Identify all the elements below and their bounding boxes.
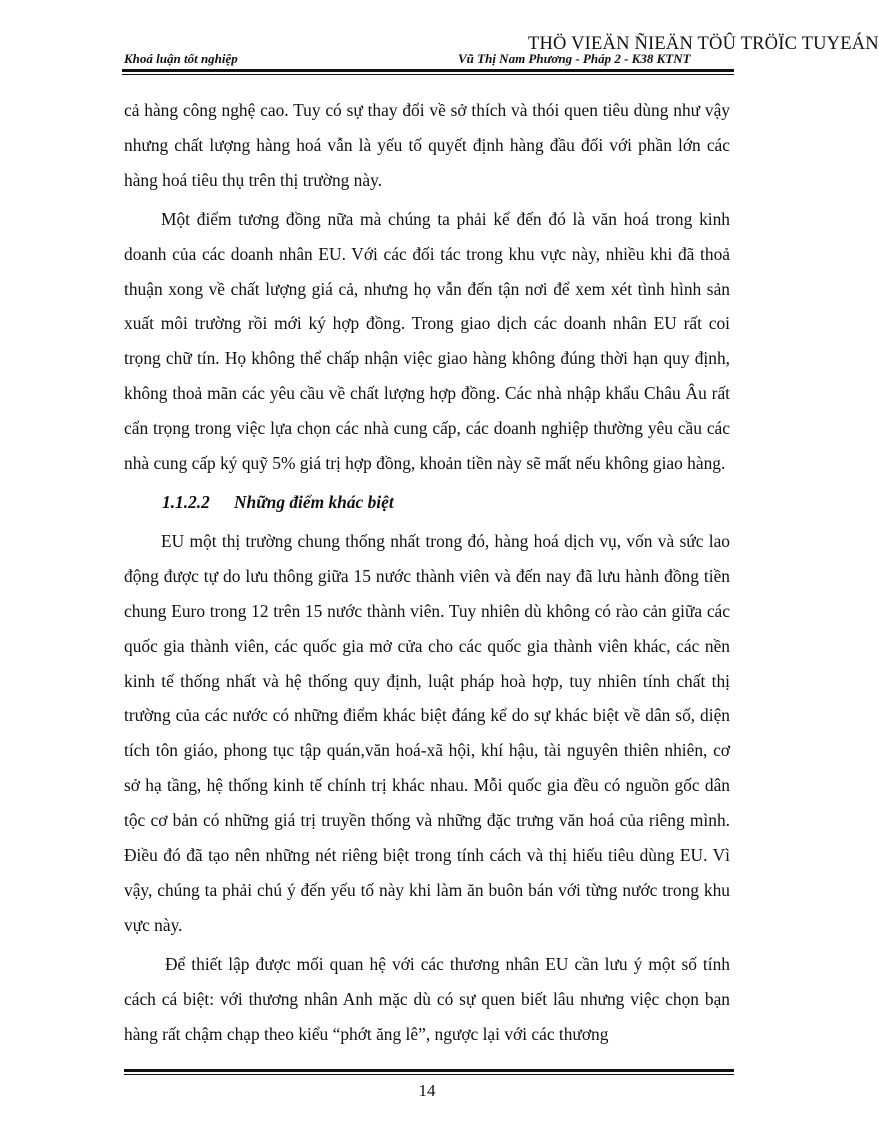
watermark-text: THÖ VIEÄN ÑIEÄN TÖÛ TRÖÏC TUYEÁN (528, 34, 879, 54)
header-rule-thin (122, 74, 734, 75)
paragraph-trader-traits: Để thiết lập được mối quan hệ với các thương nhân EU cần lưu ý một số tính cách cá biệt: với thương nhân Anh mặc dù có sự quen biết lâu nhưng việc chọn bạn hàng rất chậm chạp theo kiểu “phớt ăng lê”, ngược lại với các thương (124, 953, 730, 1044)
header-author-info: Vũ Thị Nam Phương - Pháp 2 - K38 KTNT (458, 51, 691, 66)
section-heading-title: Những điểm khác biệt (234, 491, 394, 512)
footer-rule-thin (124, 1074, 734, 1075)
section-heading (124, 485, 730, 520)
paragraph-business-culture: Một điểm tương đồng nữa mà chúng ta phải kể đến đó là văn hoá trong kinh doanh của các doanh nhân EU. Với các đối tác trong khu vực này, nhiều khi đã thoả thuận xong về chất lượng giá cả, nhưng họ vẫn đến tận nơi để xem xét tình hình sản xuất môi trường rồi mới ký hợp đồng. Trong giao dịch các doanh nhân EU rất coi trọng chữ tín. Họ không thể chấp nhận việc giao hàng không đúng thời hạn quy định, không thoả mãn các yêu cầu về chất lượng hợp đồng. Các nhà nhập khẩu Châu Âu rất cẩn trọng trong việc lựa chọn các nhà cung cấp, các doanh nghiệp thường yêu cầu các nhà cung cấp ký quỹ 5% giá trị hợp đồng, khoản tiền này sẽ mất nếu không giao hàng. (124, 208, 730, 474)
header-document-type: Khoá luận tốt nghiệp (124, 51, 238, 66)
page-number: 14 (418, 1081, 436, 1100)
paragraph-differences: EU một thị trường chung thống nhất trong đó, hàng hoá dịch vụ, vốn và sức lao động được tự do lưu thông giữa 15 nước thành viên và đến nay đã lưu hành đồng tiền chung Euro trong 12 trên 15 nước thành viên. Tuy nhiên dù không có rào cản giữa các quốc gia thành viên, các quốc gia mở cửa cho các quốc gia thành viên khác, các nền kinh tế thống nhất và hệ thống quy định, luật pháp hoà hợp, tuy nhiên tính chất thị trường của các nước có những điểm khác biệt đáng kể do sự khác biệt về dân số, diện tích tôn giáo, phong tục tập quán,văn hoá-xã hội, khí hậu, tài nguyên thiên nhiên, cơ sở hạ tầng, hệ thống kinh tế chính trị khác nhau. Mỗi quốc gia đều có nguồn gốc dân tộc cơ bản có những giá trị truyền thống và những đặc trưng văn hoá của riêng mình. Điều đó đã tạo nên những nét riêng biệt trong tính cách và thị hiếu tiêu dùng EU. Vì vậy, chúng ta phải chú ý đến yếu tố này khi làm ăn buôn bán với từng nước trong khu vực này. (124, 530, 730, 935)
section-heading-number: 1.1.2.2 (162, 491, 210, 512)
header-rule-thick (122, 69, 734, 72)
footer-rule-thick (124, 1069, 734, 1072)
page-body (124, 93, 730, 1051)
paragraph-continuation: cả hàng công nghệ cao. Tuy có sự thay đổi về sở thích và thói quen tiêu dùng như vậy nhưng chất lượng hàng hoá vẫn là yếu tố quyết định hàng đầu đối với phần lớn các hàng hoá tiêu thụ trên thị trường này. (124, 100, 730, 190)
